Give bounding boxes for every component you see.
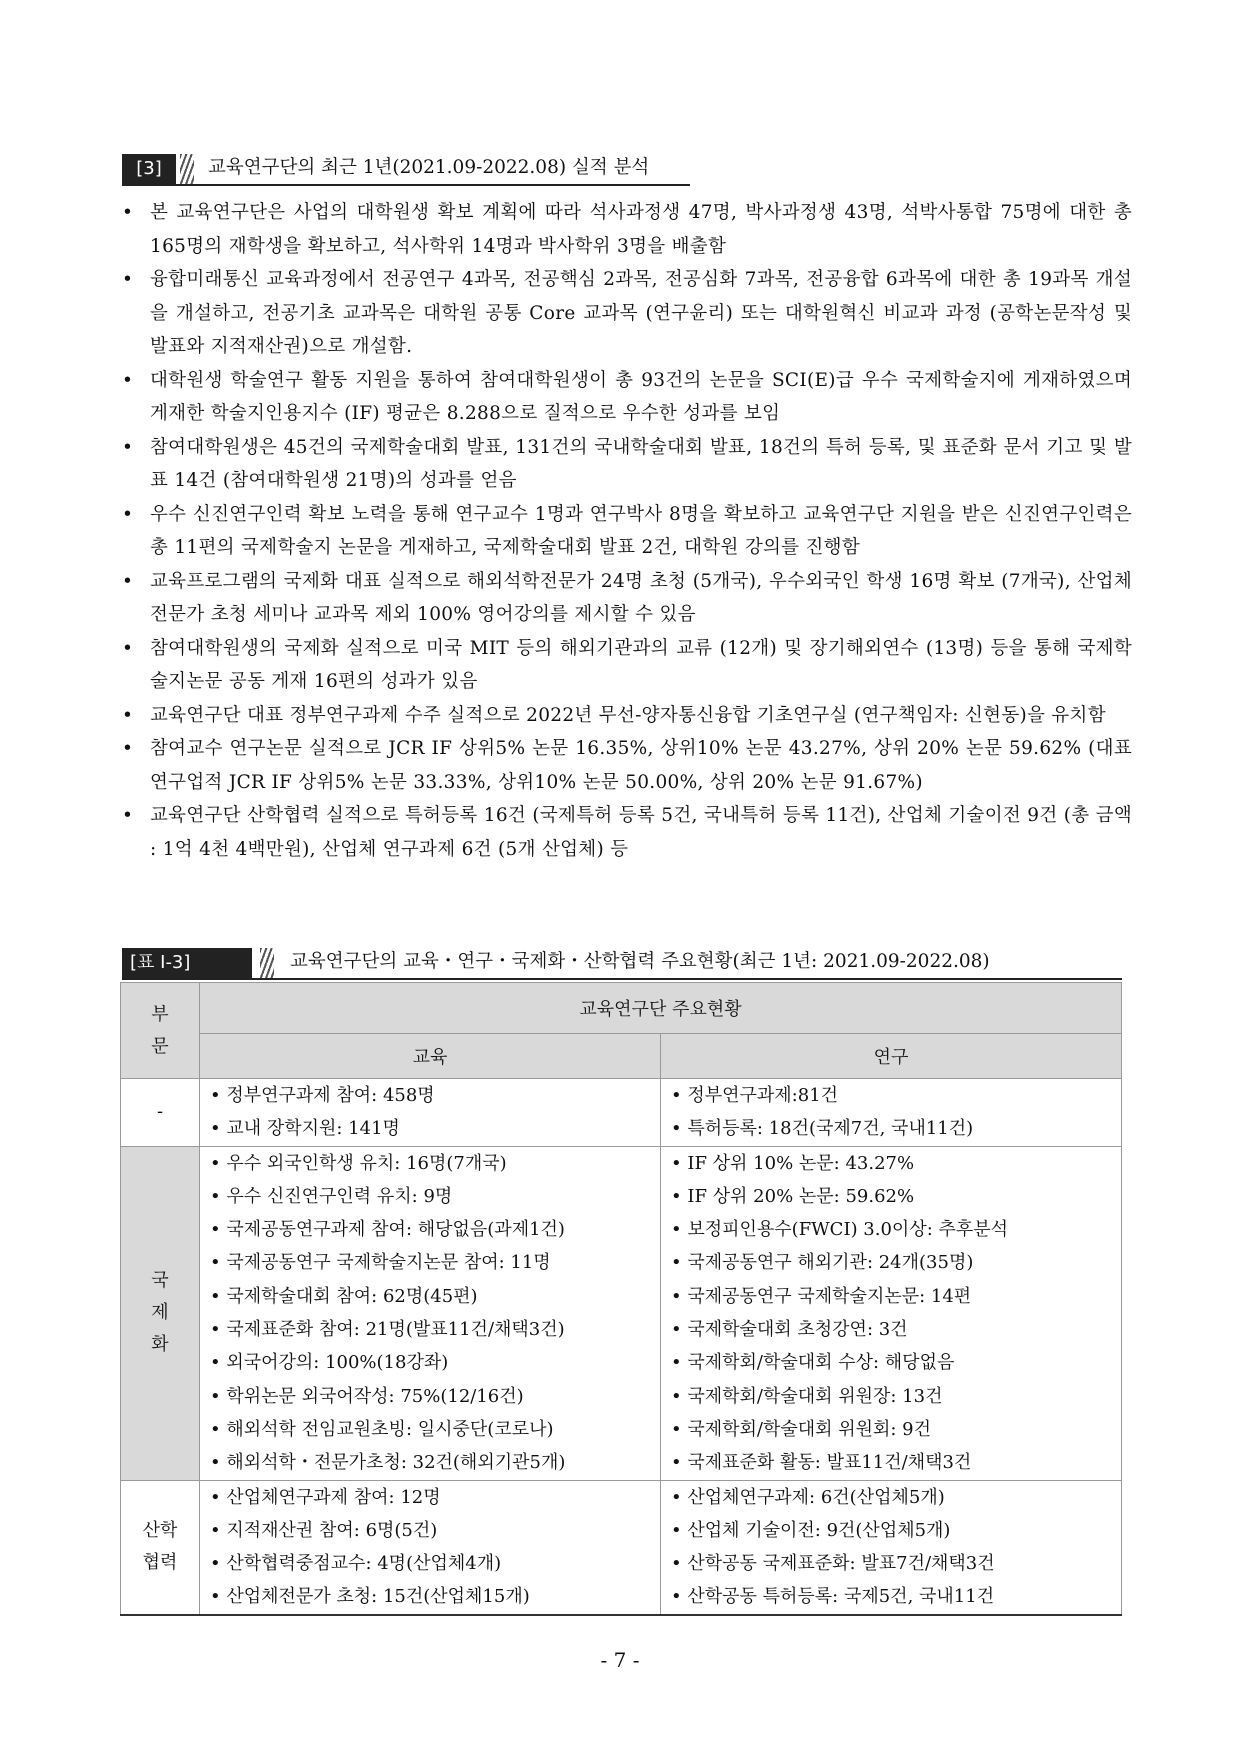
bullet-icon: • [122, 704, 134, 726]
research-cell [661, 1146, 1122, 1480]
table-row [121, 1480, 1122, 1615]
list-item: • 국제공동연구 국제학술지논문 참여: 11명 [210, 1252, 551, 1274]
heading-underline [122, 184, 690, 186]
list-item: • 교육연구단 대표 정부연구과제 수주 실적으로 2022년 무선-양자통신융합 기초연구실 (연구책임자: 신현동)을 유치함 [122, 699, 1132, 733]
table-subheader-row [121, 1034, 1122, 1079]
list-item: • 정부연구과제:81건 [671, 1085, 839, 1106]
list-item: • IF 상위 20% 논문: 59.62% [671, 1185, 915, 1207]
list-item: • 국제표준화 참여: 21명(발표11건/채택3건) [210, 1319, 565, 1341]
list-item: • 산업체연구과제: 6건(산업체5개) [671, 1486, 945, 1508]
list-item: • 국제공동연구 해외기관: 24개(35명) [671, 1252, 974, 1274]
education-cell [200, 1079, 661, 1147]
list-item: • 산학공동 국제표준화: 발표7건/채택3건 [671, 1553, 995, 1575]
section-heading [122, 150, 690, 186]
list-item: • 참여대학원생의 국제화 실적으로 미국 MIT 등의 해외기관과의 교류 (12개) 및 장기해외연수 (13명) 등을 통해 국제학술지논문 공동 게재 16편의 성과가 있음 [122, 632, 1132, 699]
bullet-icon: • [122, 369, 134, 391]
bullet-icon: • [122, 269, 134, 290]
header-education: 교육 [200, 1034, 661, 1079]
research-cell [661, 1480, 1122, 1615]
bullet-icon: • [122, 202, 134, 223]
list-item: • 국제공동연구 국제학술지논문: 14편 [671, 1285, 972, 1307]
list-item: • 교내 장학지원: 141명 [210, 1118, 400, 1140]
list-item: • 국제학회/학술대회 위원회: 9건 [671, 1418, 932, 1440]
list-item: • 본 교육연구단은 사업의 대학원생 확보 계획에 따라 석사과정생 47명, 박사과정생 43명, 석박사통합 75명에 대한 총 165명의 재학생을 확보하고, 석사학위 14명과 박사학위 3명을 배출함 [122, 196, 1132, 263]
table-heading [122, 944, 1122, 980]
table-header-row [121, 983, 1122, 1034]
list-item: • 학위논문 외국어작성: 75%(12/16건) [210, 1385, 524, 1407]
list-item: • 산학협력중점교수: 4명(산업체4개) [210, 1553, 502, 1575]
list-item: • 해외석학 전임교원초빙: 일시중단(코로나) [210, 1418, 554, 1440]
list-item: • 보정피인용수(FWCI) 3.0이상: 추후분석 [671, 1219, 1009, 1241]
header-division: 부 문 [121, 983, 200, 1079]
analysis-bullet-list [122, 196, 1132, 866]
row-division: 국 제 화 [121, 1146, 200, 1480]
table-label: [표 I-3] [122, 948, 252, 978]
list-item: • IF 상위 10% 논문: 43.27% [671, 1152, 915, 1174]
list-item: • 융합미래통신 교육과정에서 전공연구 4과목, 전공핵심 2과목, 전공심화 7과목, 전공융합 6과목에 대한 총 19과목 개설을 개설하고, 전공기초 교과목은 대학원 공통 Core 교과목 (연구윤리) 또는 대학원혁신 비교과 과정 (공학논문작성 및 발표와 지적재산권)으로 개설함. [122, 263, 1132, 364]
list-item: • 교육프로그램의 국제화 대표 실적으로 해외석학전문가 24명 초청 (5개국), 우수외국인 학생 16명 확보 (7개국), 산업체전문가 초청 세미나 교과목 제외 100% 영어강의를 제시할 수 있음 [122, 565, 1132, 632]
list-item: • 외국어강의: 100%(18강좌) [210, 1352, 449, 1374]
header-research: 연구 [661, 1034, 1122, 1079]
heading-underline [122, 978, 1122, 980]
status-table [120, 982, 1122, 1616]
table-title: 교육연구단의 교육・연구・국제화・산학협력 주요현황(최근 1년: 2021.09-2022.08) [290, 951, 990, 972]
list-item: • 산업체 기술이전: 9건(산업체5개) [671, 1519, 951, 1541]
header-main: 교육연구단 주요현황 [200, 983, 1122, 1034]
list-item: • 우수 신진연구인력 유치: 9명 [210, 1185, 453, 1207]
bullet-icon: • [122, 436, 134, 458]
list-item: • 교육연구단 산학협력 실적으로 특허등록 16건 (국제특허 등록 5건, 국내특허 등록 11건), 산업체 기술이전 9건 (총 금액 : 1억 4천 4백만원), 산업체 연구과제 6건 (5개 산업체) 등 [122, 799, 1132, 866]
education-cell [200, 1480, 661, 1615]
list-item: • 참여대학원생은 45건의 국제학술대회 발표, 131건의 국내학술대회 발표, 18건의 특허 등록, 및 표준화 문서 기고 및 발표 14건 (참여대학원생 21명)의 성과를 얻음 [122, 431, 1132, 498]
list-item: • 정부연구과제 참여: 458명 [210, 1085, 435, 1106]
list-item: • 국제학술대회 초청강연: 3건 [671, 1319, 908, 1341]
list-item: • 우수 신진연구인력 확보 노력을 통해 연구교수 1명과 연구박사 8명을 확보하고 교육연구단 지원을 받은 신진연구인력은 총 11편의 국제학술지 논문을 게재하고, 국제학술대회 발표 2건, 대학원 강의를 진행함 [122, 498, 1132, 565]
list-item: • 국제표준화 활동: 발표11건/채택3건 [671, 1452, 972, 1474]
list-item: • 산업체연구과제 참여: 12명 [210, 1486, 441, 1508]
list-item: • 참여교수 연구논문 실적으로 JCR IF 상위5% 논문 16.35%, 상위10% 논문 43.27%, 상위 20% 논문 59.62% (대표연구업적 JCR IF 상위5% 논문 33.33%, 상위10% 논문 50.00%, 상위 20% 논문 91.67%) [122, 732, 1132, 799]
list-item: • 산학공동 특허등록: 국제5건, 국내11건 [671, 1586, 995, 1608]
list-item: • 우수 외국인학생 유치: 16명(7개국) [210, 1152, 507, 1174]
bullet-icon: • [122, 637, 134, 659]
education-cell [200, 1146, 661, 1480]
bullet-icon: • [122, 570, 134, 592]
list-item: • 산업체전문가 초청: 15건(산업체15개) [210, 1586, 530, 1608]
row-division: 산학 협력 [121, 1480, 200, 1615]
heading-stripes-decoration [180, 154, 194, 184]
row-division: - [121, 1079, 200, 1147]
bullet-icon: • [122, 805, 134, 826]
list-item: • 특허등록: 18건(국제7건, 국내11건) [671, 1118, 974, 1140]
section-number: [3] [122, 154, 176, 184]
heading-stripes-decoration [260, 948, 274, 978]
bullet-icon: • [122, 738, 134, 759]
table-row [121, 1079, 1122, 1147]
research-cell [661, 1079, 1122, 1147]
table-row [121, 1146, 1122, 1480]
list-item: • 지적재산권 참여: 6명(5건) [210, 1519, 438, 1541]
list-item: • 국제학회/학술대회 수상: 해당없음 [671, 1352, 955, 1374]
page-number: - 7 - [600, 1648, 640, 1672]
list-item: • 국제공동연구과제 참여: 해당없음(과제1건) [210, 1219, 565, 1241]
list-item: • 국제학술대회 참여: 62명(45편) [210, 1285, 478, 1307]
list-item: • 해외석학・전문가초청: 32건(해외기관5개) [210, 1452, 566, 1474]
section-title: 교육연구단의 최근 1년(2021.09-2022.08) 실적 분석 [208, 157, 650, 178]
bullet-icon: • [122, 503, 134, 525]
list-item: • 대학원생 학술연구 활동 지원을 통하여 참여대학원생이 총 93건의 논문을 SCI(E)급 우수 국제학술지에 게재하였으며 게재한 학술지인용지수 (IF) 평균은 8.288으로 질적으로 우수한 성과를 보임 [122, 364, 1132, 431]
list-item: • 국제학회/학술대회 위원장: 13건 [671, 1385, 943, 1407]
